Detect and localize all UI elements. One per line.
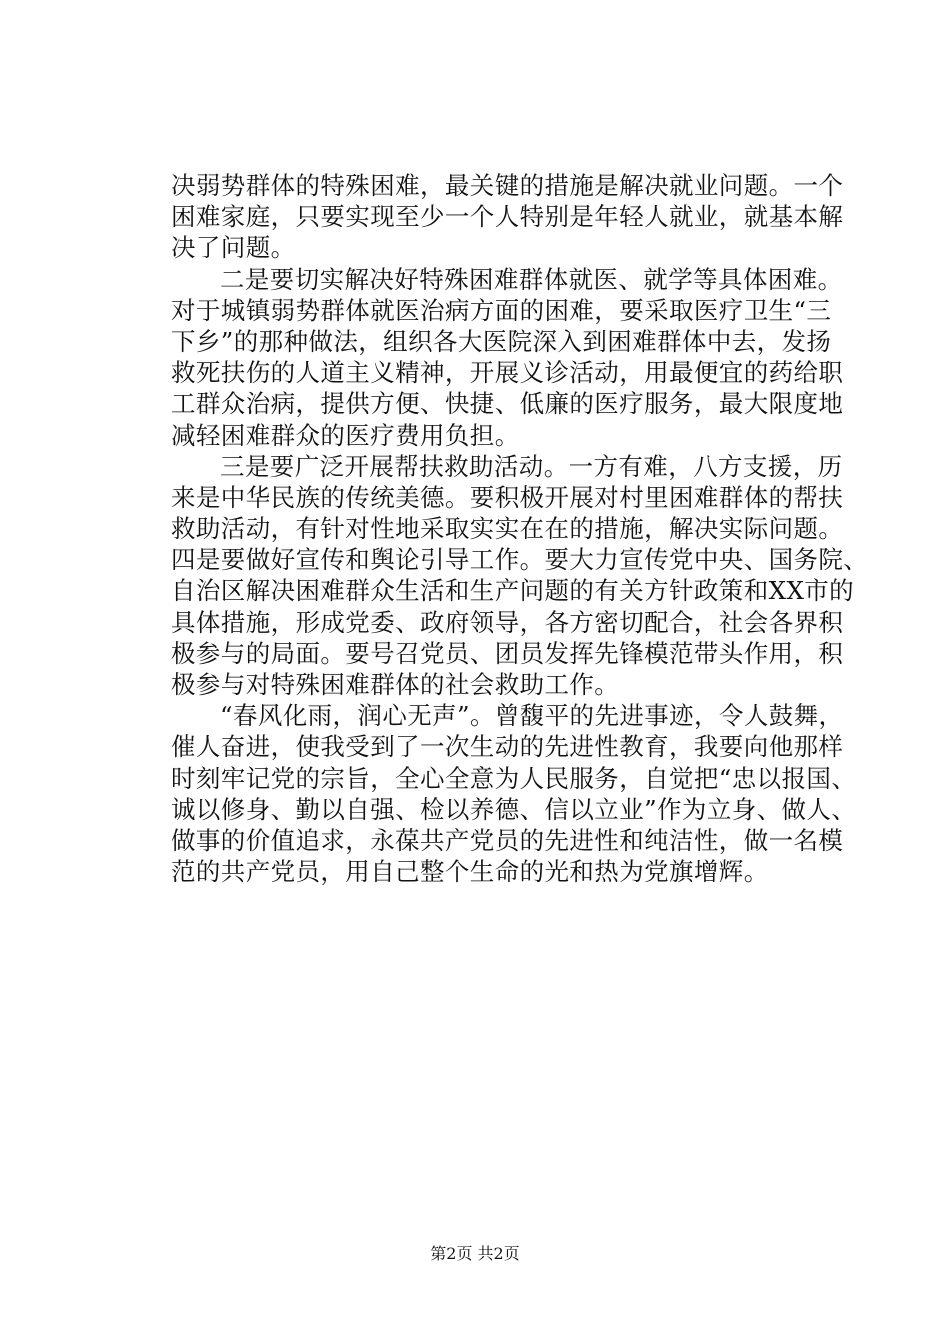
text-line: 决弱势群体的特殊困难，最关键的措施是解决就业问题。一个 — [171, 171, 844, 200]
text-line: 诚以修身、勤以自强、检以养德、信以立业”作为立身、做人、 — [171, 794, 857, 824]
text-line: 极参与对特殊困难群体的社会救助工作。 — [171, 670, 620, 699]
text-line: 工群众治病，提供方便、快捷、低廉的医疗服务，最大限度地 — [171, 389, 844, 419]
text-line: 自治区解决困难群众生活和生产问题的有关方针政策和XX市的 — [171, 576, 855, 606]
text-line: 催人奋进，使我受到了一次生动的先进性教育，我要向他那样 — [171, 732, 844, 762]
text-line: 三是要广泛开展帮扶救助活动。一方有难，八方支援，历 — [220, 451, 843, 481]
text-line: 减轻困难群众的医疗费用负担。 — [171, 420, 520, 450]
text-line: 救助活动，有针对性地采取实实在在的措施，解决实际问题。 — [171, 514, 844, 544]
text-line: 时刻牢记党的宗旨，全心全意为人民服务，自觉把“忠以报国、 — [171, 763, 857, 793]
text-line: 四是要做好宣传和舆论引导工作。要大力宣传党中央、国务院、 — [171, 545, 869, 575]
text-line: 范的共产党员，用自己整个生命的光和热为党旗增辉。 — [171, 857, 769, 887]
text-line: 来是中华民族的传统美德。要积极开展对村里困难群体的帮扶 — [171, 482, 844, 512]
text-line: 救死扶伤的人道主义精神，开展义诊活动，用最便宜的药给职 — [171, 358, 844, 388]
text-line: 极参与的局面。要号召党员、团员发挥先锋模范带头作用，积 — [171, 638, 844, 668]
text-line: 二是要切实解决好特殊困难群体就医、就学等具体困难。 — [220, 264, 843, 294]
text-line: 下乡”的那种做法，组织各大医院深入到困难群体中去，发扬 — [171, 326, 832, 356]
text-line: 具体措施，形成党委、政府领导，各方密切配合，社会各界积 — [171, 607, 844, 637]
text-line: “春风化雨，润心无声”。曾馥平的先进事迹，令人鼓舞， — [220, 701, 844, 731]
text-line: 做事的价值追求，永葆共产党员的先进性和纯洁性，做一名模 — [171, 825, 844, 855]
text-line: 对于城镇弱势群体就医治病方面的困难，要采取医疗卫生“三 — [171, 295, 832, 325]
page-footer: 第2页 共2页 — [430, 1244, 520, 1263]
body-text — [171, 170, 869, 887]
text-line: 决了问题。 — [171, 233, 296, 263]
text-line: 困难家庭，只要实现至少一个人特别是年轻人就业，就基本解 — [171, 202, 844, 232]
